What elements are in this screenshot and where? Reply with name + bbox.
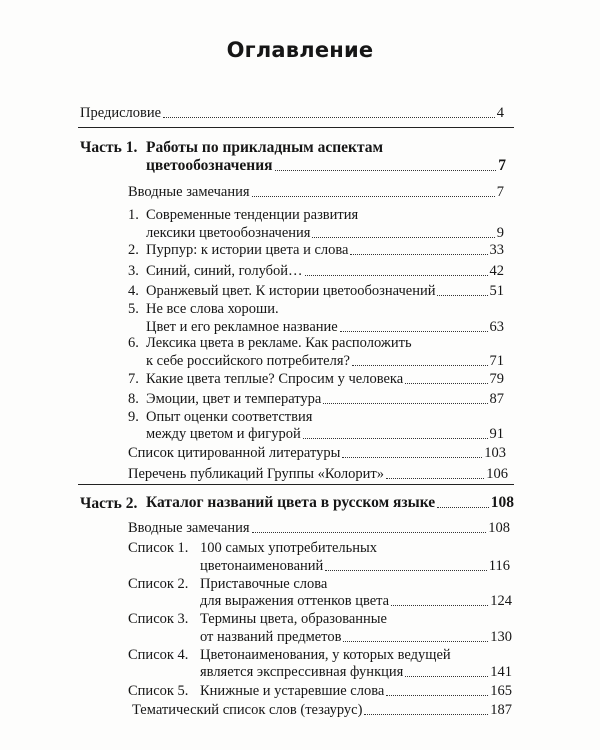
item-number: 9. [128, 409, 139, 425]
toc-entry-list-5[interactable] [200, 682, 512, 700]
part2-title: Каталог названий цвета в русском языке [146, 494, 436, 511]
leader-dots [352, 365, 488, 366]
list-number: Список 2. [128, 576, 189, 592]
toc-page: 91 [489, 426, 504, 442]
toc-page: 116 [488, 558, 510, 574]
part1-label: Часть 1. [80, 139, 138, 156]
list-number: Список 3. [128, 611, 189, 627]
list-number: Список 4. [128, 647, 189, 663]
toc-page: 108 [488, 520, 510, 536]
toc-entry-list-1[interactable] [200, 557, 510, 575]
divider [78, 484, 514, 485]
leader-dots [437, 295, 487, 296]
part1-title-line1: Работы по прикладным аспектам [146, 139, 384, 156]
toc-page: 4 [496, 105, 504, 121]
toc-page: 106 [486, 466, 508, 482]
leader-dots [323, 403, 487, 404]
item-number: 5. [128, 301, 139, 317]
toc-entry-item-1[interactable] [146, 224, 504, 242]
item-number: 2. [128, 242, 139, 258]
toc-page: 33 [489, 242, 504, 258]
toc-entry-part1-intro[interactable] [128, 183, 504, 201]
item-title-line1: Лексика цвета в рекламе. Как расположить [146, 335, 412, 351]
toc-label: Эмоции, цвет и температура [146, 391, 322, 407]
leader-dots [312, 237, 494, 238]
item-title-line1: Современные тенденции развития [146, 207, 359, 223]
toc-page: 87 [489, 391, 504, 407]
leader-dots [252, 196, 495, 197]
toc-page: 63 [489, 319, 504, 335]
toc-entry-part2[interactable] [146, 494, 514, 512]
toc-page: 42 [489, 263, 504, 279]
leader-dots [305, 275, 488, 276]
toc-label: для выражения оттенков цвета [200, 593, 390, 609]
toc-entry-item-2[interactable] [146, 241, 504, 259]
toc-page: 165 [490, 683, 512, 699]
leader-dots [325, 570, 486, 571]
toc-entry-publications[interactable] [128, 465, 508, 483]
toc-entry-item-4[interactable] [146, 282, 504, 300]
list-title-line1: 100 самых употребительных [200, 540, 377, 556]
toc-entry-item-9[interactable] [146, 425, 504, 443]
toc-page: 108 [490, 494, 514, 511]
toc-label: цветонаименований [200, 558, 324, 574]
page-title: Оглавление [226, 38, 374, 62]
toc-entry-list-3[interactable] [200, 628, 512, 646]
item-number: 1. [128, 207, 139, 223]
toc-page: 71 [489, 353, 504, 369]
toc-entry-preface[interactable] [80, 104, 504, 122]
list-number: Список 1. [128, 540, 189, 556]
toc-label: Список цитированной литературы [128, 445, 341, 461]
toc-label: Вводные замечания [128, 520, 250, 536]
toc-label: Пурпур: к истории цвета и слова [146, 242, 349, 258]
toc-page: 7 [498, 157, 506, 174]
item-number: 6. [128, 335, 139, 351]
toc-page: 103 [484, 445, 506, 461]
toc-entry-references[interactable] [128, 444, 506, 462]
leader-dots [386, 478, 484, 479]
divider [78, 127, 514, 128]
toc-entry-thesaurus[interactable] [132, 701, 512, 719]
toc-entry-part2-intro[interactable] [128, 519, 510, 537]
toc-label: Книжные и устаревшие слова [200, 683, 385, 699]
item-number: 7. [128, 371, 139, 387]
leader-dots [386, 695, 488, 696]
part2-label: Часть 2. [80, 495, 138, 512]
toc-entry-item-6[interactable] [146, 352, 504, 370]
toc-page: 124 [490, 593, 512, 609]
toc-page: 79 [489, 371, 504, 387]
leader-dots [303, 438, 488, 439]
leader-dots [163, 117, 495, 118]
leader-dots [405, 676, 488, 677]
toc-label: к себе российского потребителя? [146, 353, 350, 369]
toc-entry-item-8[interactable] [146, 390, 504, 408]
toc-entry-item-7[interactable] [146, 370, 504, 388]
toc-label: является экспрессивная функция [200, 664, 404, 680]
part1-title-line2: цветообозначения [146, 157, 273, 174]
toc-label: Цвет и его рекламное название [146, 319, 338, 335]
toc-label: Тематический список слов (тезаурус) [132, 702, 363, 718]
leader-dots [340, 331, 488, 332]
leader-dots [350, 254, 487, 255]
item-number: 4. [128, 283, 139, 299]
toc-entry-part1[interactable] [146, 157, 506, 175]
toc-label: Перечень публикаций Группы «Колорит» [128, 466, 384, 482]
leader-dots [342, 457, 482, 458]
leader-dots [343, 641, 488, 642]
leader-dots [405, 383, 487, 384]
item-title-line1: Опыт оценки соответствия [146, 409, 313, 425]
item-number: 8. [128, 391, 139, 407]
toc-label: Какие цвета теплые? Спросим у человека [146, 371, 404, 387]
item-number: 3. [128, 263, 139, 279]
toc-page: 187 [490, 702, 512, 718]
toc-page: 9 [496, 225, 504, 241]
toc-page: 130 [490, 629, 512, 645]
toc-label: Вводные замечания [128, 184, 250, 200]
list-number: Список 5. [128, 683, 189, 699]
leader-dots [391, 605, 488, 606]
toc-label: между цветом и фигурой [146, 426, 301, 442]
toc-entry-list-4[interactable] [200, 663, 512, 681]
leader-dots [364, 714, 488, 715]
toc-entry-item-3[interactable] [146, 262, 504, 280]
toc-label: Предисловие [80, 105, 162, 121]
toc-label: Оранжевый цвет. К истории цветообозначений [146, 283, 436, 299]
toc-entry-list-2[interactable] [200, 592, 512, 610]
list-title-line1: Термины цвета, образованные [200, 611, 387, 627]
toc-label: Синий, синий, голубой… [146, 263, 303, 279]
toc-label: лексики цветообозначения [146, 225, 311, 241]
list-title-line1: Приставочные слова [200, 576, 328, 592]
leader-dots [275, 170, 497, 171]
item-title-line1: Не все слова хороши. [146, 301, 279, 317]
toc-label: от названий предметов [200, 629, 342, 645]
leader-dots [252, 532, 487, 533]
leader-dots [437, 507, 489, 508]
toc-page: 141 [490, 664, 512, 680]
toc-page: 51 [489, 283, 504, 299]
toc-page: 7 [496, 184, 504, 200]
list-title-line1: Цветонаименования, у которых ведущей [200, 647, 451, 663]
